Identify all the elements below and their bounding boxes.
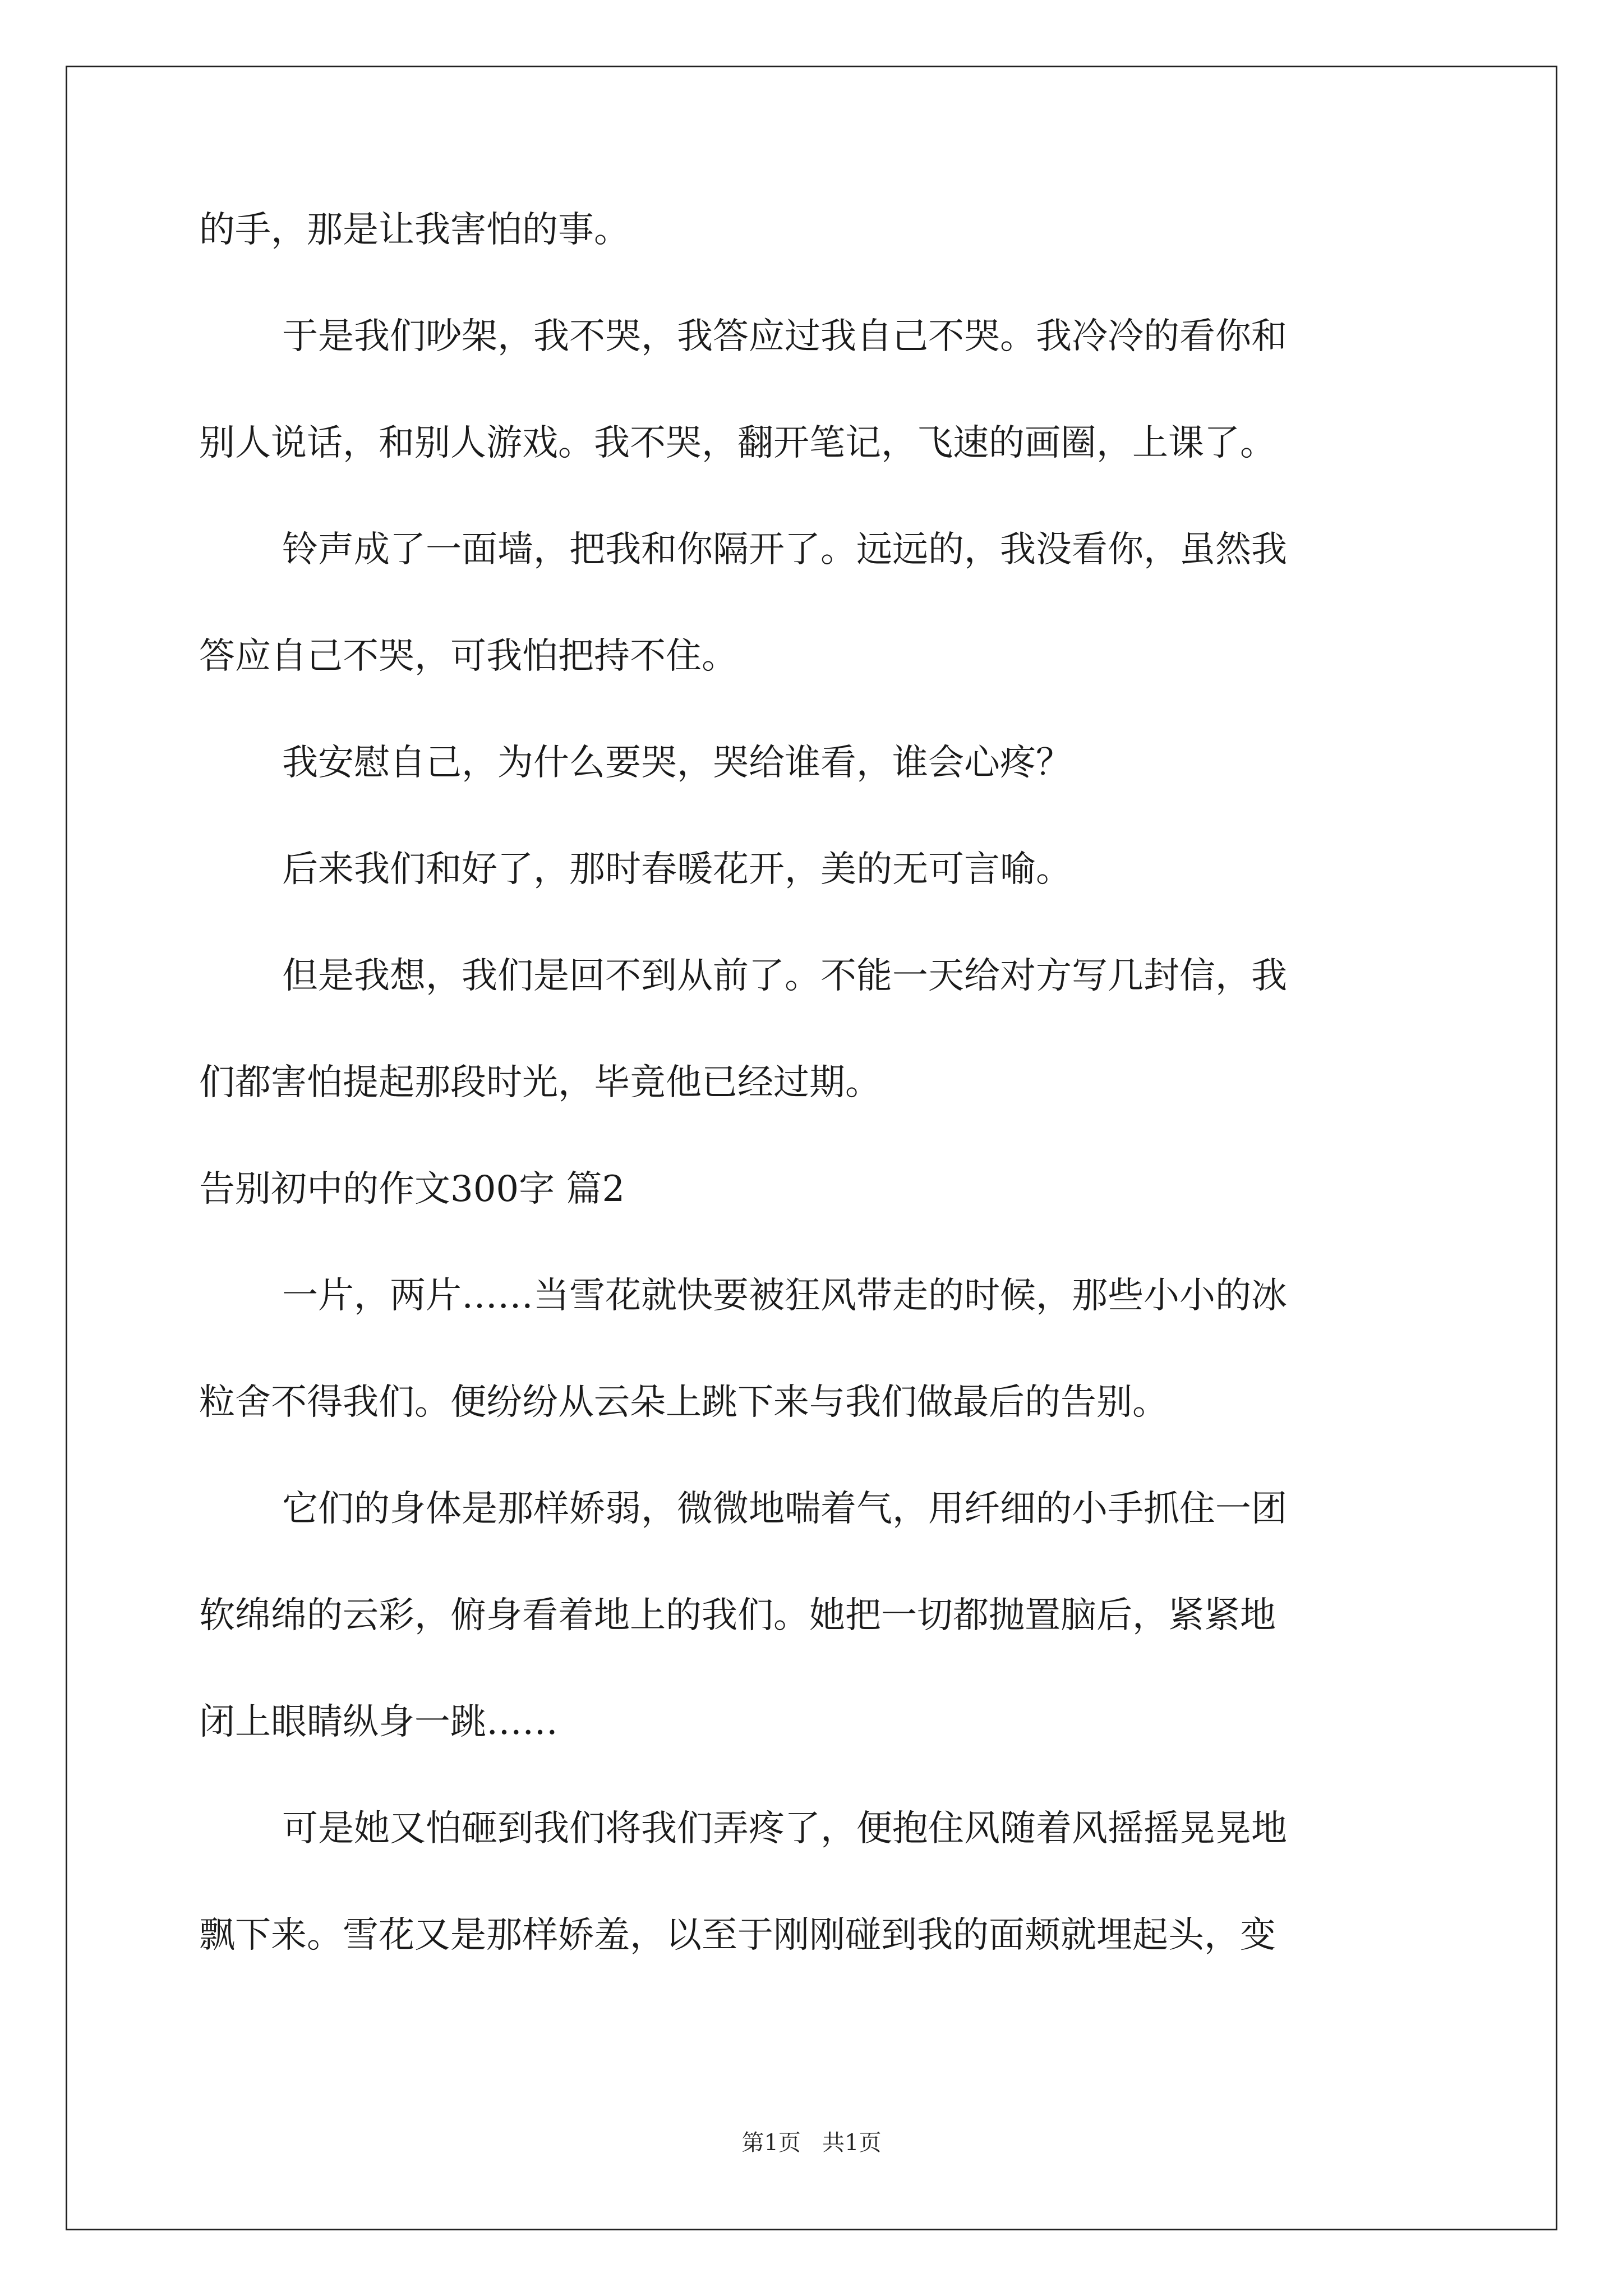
page-border	[66, 66, 1557, 2230]
text-line: 但是我想，我们是回不到从前了。不能一天给对方写几封信，我	[282, 955, 1287, 997]
text-line: 粒舍不得我们。便纷纷从云朵上跳下来与我们做最后的告别。	[199, 1382, 1168, 1423]
text-line: 于是我们吵架，我不哭，我答应过我自己不哭。我冷冷的看你和	[282, 316, 1287, 357]
text-line: 铃声成了一面墙，把我和你隔开了。远远的，我没看你，虽然我	[282, 529, 1287, 570]
text-line: 的手，那是让我害怕的事。	[199, 209, 630, 251]
text-line: 别人说话，和别人游戏。我不哭，翻开笔记，飞速的画圈，上课了。	[199, 422, 1276, 464]
text-line: 闭上眼睛纵身一跳……	[199, 1701, 558, 1743]
text-line: 可是她又怕砸到我们将我们弄疼了，便抱住风随着风摇摇晃晃地	[282, 1808, 1287, 1849]
text-line: 答应自己不哭，可我怕把持不住。	[199, 636, 737, 677]
text-line: 一片，两片……当雪花就快要被狂风带走的时候，那些小小的冰	[282, 1275, 1287, 1317]
text-line: 后来我们和好了，那时春暖花开，美的无可言喻。	[282, 849, 1072, 890]
text-line: 们都害怕提起那段时光，毕竟他已经过期。	[199, 1062, 881, 1103]
page-number-footer: 第1页 共1页	[741, 2130, 882, 2156]
text-line: 我安慰自己，为什么要哭，哭给谁看，谁会心疼？	[282, 742, 1072, 784]
text-line: 飘下来。雪花又是那样娇羞，以至于刚刚碰到我的面颊就埋起头，变	[199, 1915, 1276, 1956]
text-line: 软绵绵的云彩，俯身看着地上的我们。她把一切都抛置脑后，紧紧地	[199, 1595, 1276, 1636]
text-line: 它们的身体是那样娇弱，微微地喘着气，用纤细的小手抓住一团	[282, 1488, 1287, 1530]
section-heading: 告别初中的作文300字 篇2	[199, 1168, 625, 1210]
